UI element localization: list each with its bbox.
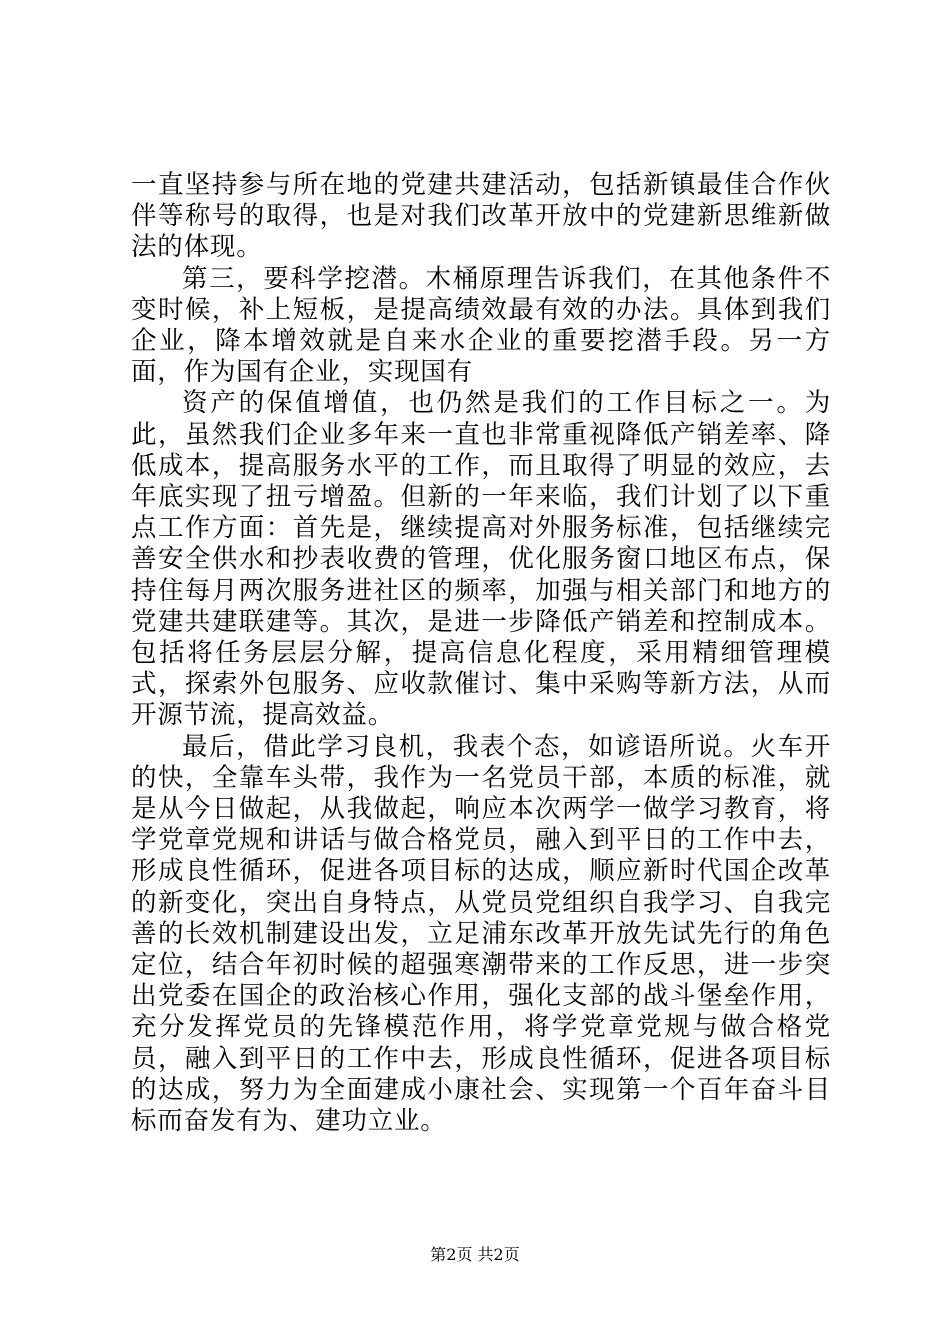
paragraph-conclusion: 最后，借此学习良机，我表个态，如谚语所说。火车开的快，全靠车头带，我作为一名党员干部，本质的标准，就是从今日做起，从我做起，响应本次两学一做学习教育，将学党章党规和讲话与做合格党员，融入到平日的工作中去，形成良性循环，促进各项目标的达成，顺应新时代国企改革的新变化，突出自身特点，从党员党组织自我学习、自我完善的长效机制建设出发，立足浦东改革开放先试先行的角色定位，结合年初时候的超强寒潮带来的工作反思，进一步突出党委在国企的政治核心作用，强化支部的战斗堡垒作用，充分发挥党员的先锋模范作用，将学党章党规与做合格党员，融入到平日的工作中去，形成良性循环，促进各项目标的达成，努力为全面建成小康社会、实现第一个百年奋斗目标而奋发有为、建功立业。 <box>131 731 831 1137</box>
paragraph-third-point: 第三，要科学挖潜。木桶原理告诉我们，在其他条件不变时候，补上短板，是提高绩效最有效的办法。具体到我们企业，降本增效就是自来水企业的重要挖潜手段。另一方面，作为国有企业，实现国有 <box>131 263 831 388</box>
document-body <box>131 170 831 1137</box>
page-number-footer: 第2页 共2页 <box>430 1245 520 1264</box>
paragraph-continuation: 一直坚持参与所在地的党建共建活动，包括新镇最佳合作伙伴等称号的取得，也是对我们改革开放中的党建新思维新做法的体现。 <box>131 170 831 263</box>
paragraph-asset-value: 资产的保值增值，也仍然是我们的工作目标之一。为此，虽然我们企业多年来一直也非常重视降低产销差率、降低成本，提高服务水平的工作，而且取得了明显的效应，去年底实现了扭亏增盈。但新的一年来临，我们计划了以下重点工作方面：首先是，继续提高对外服务标准，包括继续完善安全供水和抄表收费的管理，优化服务窗口地区布点，保持住每月两次服务进社区的频率，加强与相关部门和地方的党建共建联建等。其次，是进一步降低产销差和控制成本。包括将任务层层分解，提高信息化程度，采用精细管理模式，探索外包服务、应收款催讨、集中采购等新方法，从而开源节流，提高效益。 <box>131 388 831 731</box>
